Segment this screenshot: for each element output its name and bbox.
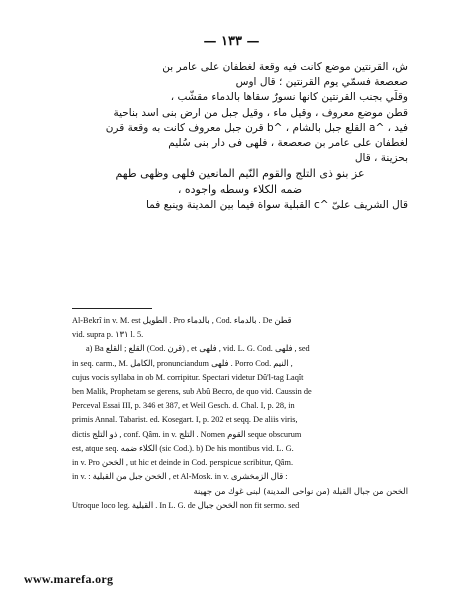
footnote-line: dictis ذو التلج , conf. Qâm. in v. التلج . Nomen القوم seque obscurum [72,429,302,439]
arabic-main-text [72,60,408,214]
arabic-line: ش، القرنتين موضع كانت فيه وقعة لغطفان على عامر بن [162,61,408,73]
footnote-line: primis Annal. Tabarist. ed. Kosegart. I, p. 202 et seqq. De aliis viris, [72,415,298,425]
footnote-line: الخحن من جبال القبلة (من نواحى المدينة) لبنى غوك من جهينة [193,486,408,497]
arabic-line: صعصعة فسمّي يوم القرنتين ؛ قال اوس [235,76,408,89]
arabic-line: قطن موضع معروف ، وقيل ماء ، وقيل جبل من ارض بنى اسد بناحية [113,106,408,119]
arabic-line: وقلّي بجنب القرنتين كانها نسورٌ سقاها بالدماء مقشّب ، [170,91,408,104]
footnote-line: a) Ba القلع ; القلع (Cod. قرن) , et فلهى , vid. L. G. Cod. فلهى , sed [86,344,310,354]
footnote-line: cujus vocis syllaba in ob M. corripitur. Spectari videtur Dû'l-tag Laqît [72,372,304,382]
arabic-line: فيد ، ^a القلع جبل بالشام ، ^b قرن جبل معروف كانت به وقعة قرن [105,121,408,134]
footnote-line: in seq. carm., M. الكامل, pronunciandum فلهى . Porro Cod. النيم , [72,358,293,368]
arabic-line: بحزينة ، قال [354,152,408,165]
verse-line: ضمه الكلاء وسطه واجوده ، [177,183,303,197]
footnote-line: Al-Bekrî in v. M. est الطويل . Pro بالدماء , Cod. بالدماء . De قطن [72,316,292,325]
footnote-line: est, atque seq. الكلاء ضمه (sic Cod.). b) De his montibus vid. L. G. [72,443,294,453]
footnote-line: in v. : الخحن جبل من القبلية , et Al-Mosk. in v. قال الزمخشرى : [72,472,288,482]
arabic-line: لغطفان على عامر بن صعصعة ، فلهى فى دار بنى سُليم [168,137,408,150]
footnote-line: Utroque loco leg. القبلية . In L. G. de الخحن جبال non fit sermo. sed [72,500,300,510]
footnotes [72,314,408,513]
footer-watermark-url[interactable]: www.marefa.org [24,572,114,586]
footnote-rule [72,308,152,309]
page-number: — ١٣٣ — [203,34,260,49]
footnote-line: vid. supra p. ١٣١ l. 5. [72,330,144,340]
footnote-line: in v. Pro الخحن , ut hic et deinde in Cod. perspicue scribitur, Qâm. [72,458,294,468]
arabic-line: قال الشريف علىّ ^c القبلية سواة فيما بين المدينة وينبع فما [145,199,408,212]
footnote-line: Perceval Essai III, p. 346 et 387, et Weil Gesch. d. Chal. I, p. 28, in [72,401,295,411]
footnote-line: ben Malik, Prophetam se gerens, sub Abû Becro, de quo vid. Caussin de [72,387,312,397]
verse-line: عز بنو ذى التلج والقوم النّيم المانعين فلهى وظهى طهم [115,167,365,181]
